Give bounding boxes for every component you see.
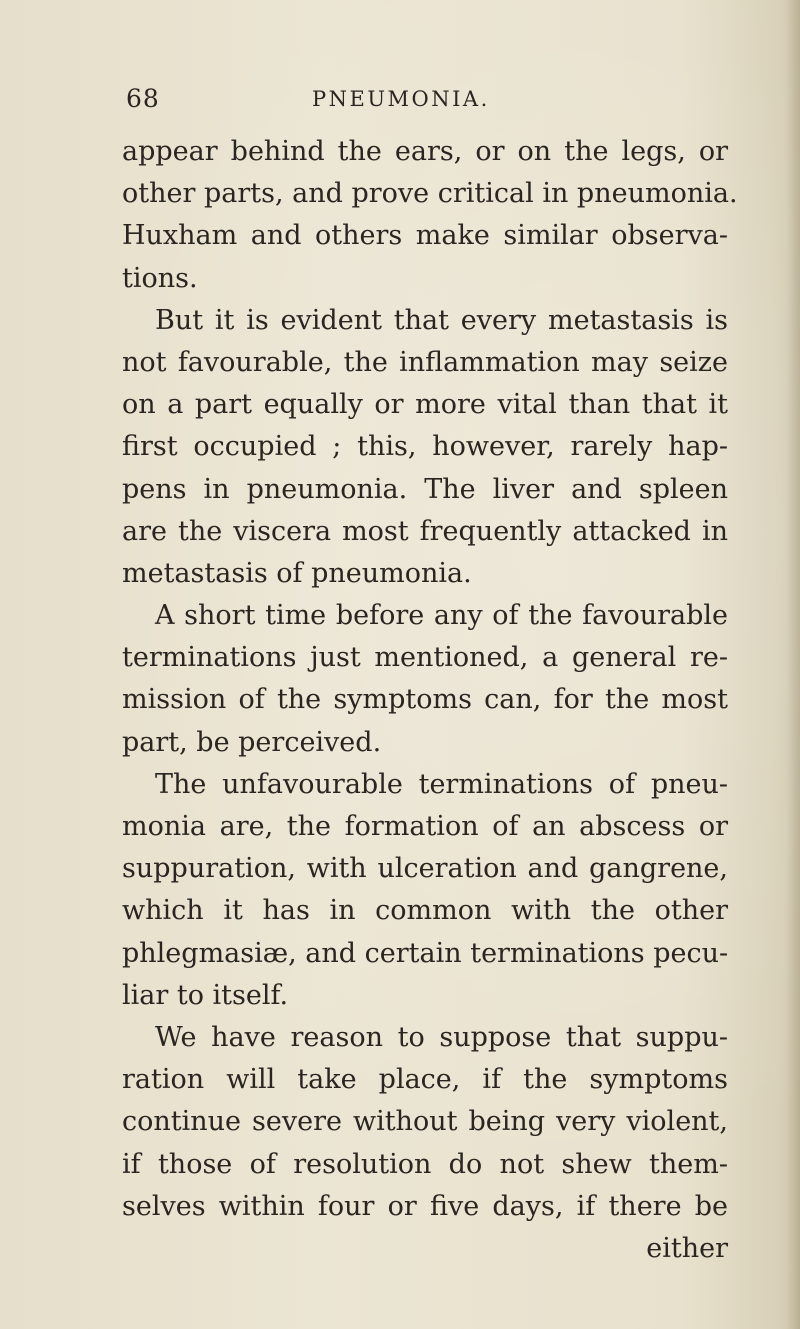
text-line: mission of the symptoms can, for the most bbox=[122, 684, 728, 716]
page-header bbox=[126, 84, 726, 124]
text-line: pens in pneumonia. The liver and spleen bbox=[122, 473, 728, 505]
text-line: first occupied ; this, however, rarely hap- bbox=[122, 431, 728, 463]
text-line: suppuration, with ulceration and gangrene, bbox=[122, 853, 728, 885]
text-line: phlegmasiæ, and certain terminations pecu- bbox=[122, 937, 729, 969]
text-line: metastasis of pneumonia. bbox=[122, 557, 472, 589]
text-line: tions. bbox=[122, 262, 198, 294]
text-line: appear behind the ears, or on the legs, or bbox=[122, 136, 728, 167]
catchword: either bbox=[646, 1232, 728, 1264]
text-line: not favourable, the inflammation may seize bbox=[122, 346, 728, 378]
text-line: on a part equally or more vital than that it bbox=[122, 389, 728, 421]
text-line: selves within four or five days, if there be bbox=[122, 1190, 728, 1222]
page-number: 68 bbox=[126, 84, 160, 113]
text-line: The unfavourable terminations of pneu- bbox=[155, 768, 728, 800]
text-line: which it has in common with the other bbox=[122, 895, 728, 927]
text-line: part, be perceived. bbox=[122, 726, 382, 758]
page-edge-shadow bbox=[786, 0, 800, 1329]
text-line: other parts, and prove critical in pneumonia. bbox=[122, 178, 738, 210]
text-line: liar to itself. bbox=[122, 979, 289, 1011]
text-line: monia are, the formation of an abscess or bbox=[122, 811, 728, 842]
body-text bbox=[122, 131, 738, 1270]
text-line: Huxham and others make similar observa- bbox=[122, 220, 728, 252]
text-line: A short time before any of the favourable bbox=[155, 600, 728, 632]
text-line: are the viscera most frequently attacked in bbox=[122, 515, 728, 547]
text-line: ration will take place, if the symptoms bbox=[122, 1064, 728, 1096]
text-line: We have reason to suppose that suppu- bbox=[155, 1021, 728, 1053]
text-line: terminations just mentioned, a general re- bbox=[122, 642, 728, 674]
running-head: PNEUMONIA. bbox=[312, 87, 490, 111]
text-line: if those of resolution do not shew them- bbox=[122, 1148, 728, 1180]
text-line: But it is evident that every metastasis is bbox=[155, 304, 728, 336]
text-line: continue severe without being very violent, bbox=[122, 1106, 728, 1138]
